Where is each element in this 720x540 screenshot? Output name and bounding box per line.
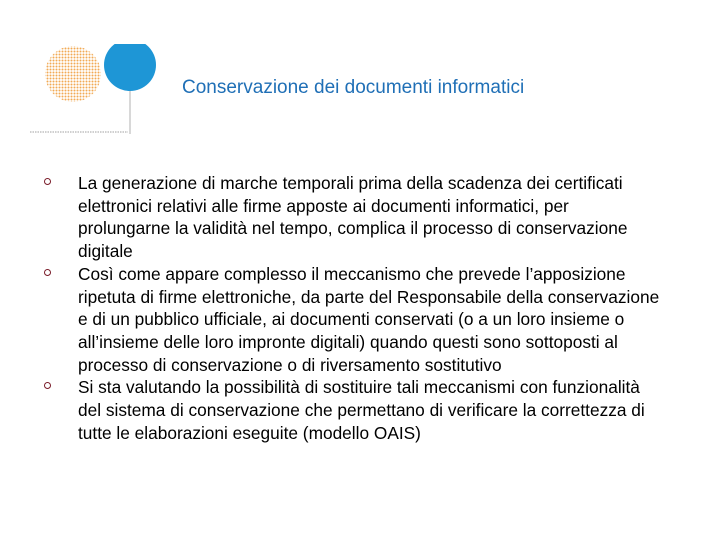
- slide-title: Conservazione dei documenti informatici: [182, 77, 525, 98]
- bullet-circle-icon: [44, 178, 51, 185]
- bullet-circle-icon: [44, 382, 51, 389]
- bullet-text-1: La generazione di marche temporali prima della scadenza dei certificati elettronici relativi alle firme apposte ai documenti informatici, per prolungarne la validità nel tempo, complica il processo di conservazione digitale: [78, 173, 628, 262]
- bullet-text-3: Si sta valutando la possibilità di sostituire tali meccanismi con funzionalità del sistema di conservazione che permettano di verificare la correttezza di tutte le elaborazioni eseguite (modello OAIS): [78, 377, 645, 443]
- bullet-item-3: [44, 376, 664, 444]
- bullet-text-2: Così come appare complesso il meccanismo che prevede l’apposizione ripetuta di firme elettroniche, da parte del Responsabile della conservazione e di un pubblico ufficiale, ai documenti conservati (o a un loro insieme o all’insieme delle loro impronte digitali) quando questi sono sottoposti al processo di conservazione o di riversamento sostitutivo: [78, 263, 660, 375]
- bullet-item-1: [44, 172, 664, 263]
- logo-blue-circle: [104, 44, 156, 91]
- bullet-item-2: [44, 263, 664, 377]
- bullet-circle-icon: [44, 269, 51, 276]
- bullet-list: [44, 172, 664, 444]
- logo-orange-circle: [45, 46, 101, 102]
- logo: [28, 44, 168, 136]
